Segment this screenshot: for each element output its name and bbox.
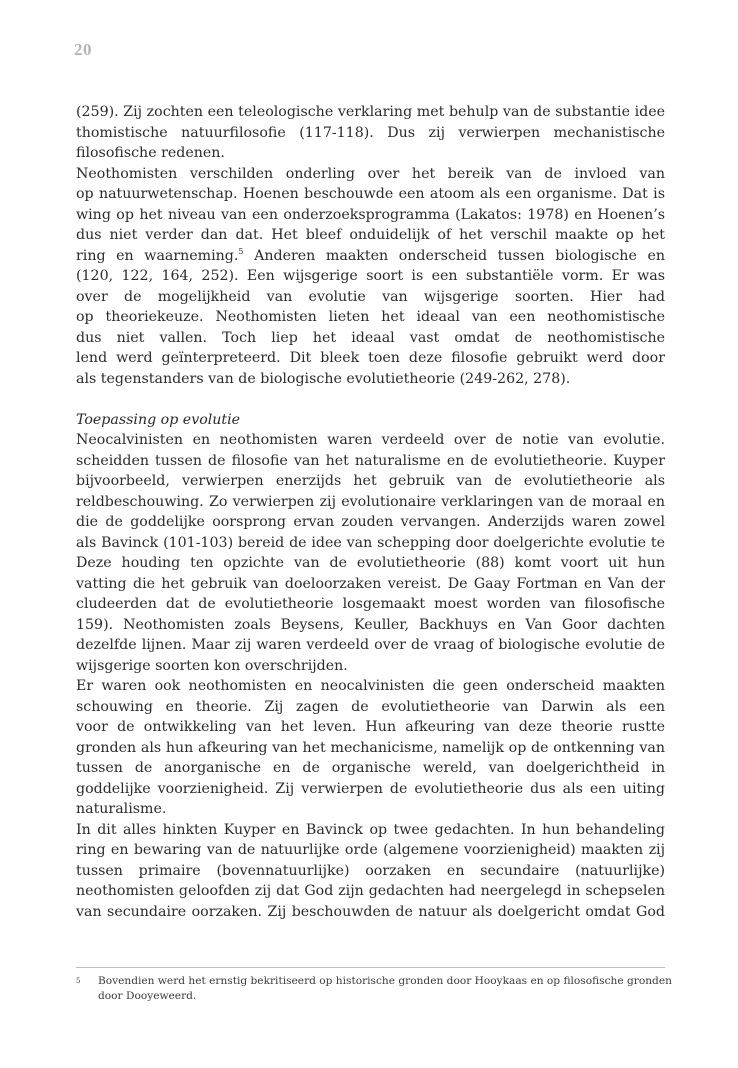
text-line: van secundaire oorzaken. Zij beschouwden de natuur als doelgericht omdat God bbox=[76, 903, 665, 920]
text-line: dus niet vallen. Toch liep het ideaal vast omdat de neothomistische bbox=[76, 329, 665, 346]
text-line: In dit alles hinkten Kuyper en Bavinck op twee gedachten. In hun behandeling bbox=[76, 821, 665, 838]
text-line: 159). Neothomisten zoals Beysens, Keuller, Backhuys en Van Goor dachten bbox=[76, 616, 665, 633]
text-line: scheidden tussen de filosofie van het naturalisme en de evolutietheorie. Kuyper bbox=[76, 452, 665, 469]
section-heading: Toepassing op evolutie bbox=[76, 411, 241, 428]
text-line: (120, 122, 164, 252). Een wijsgerige soort is een substantiële vorm. Er was bbox=[76, 268, 665, 284]
text-line: naturalisme. bbox=[76, 801, 167, 817]
footnote-reference[interactable]: 5 bbox=[238, 246, 244, 256]
text-line: Neothomisten verschilden onderling over het bereik van de invloed van bbox=[76, 165, 665, 182]
text-line: bijvoorbeeld, verwierpen enerzijds het gebruik van de evolutietheorie als bbox=[76, 473, 665, 489]
text-line: Neocalvinisten en neothomisten waren verdeeld over de notie van evolutie. bbox=[76, 432, 665, 448]
footnote-divider bbox=[76, 967, 665, 968]
text-line: op natuurwetenschap. Hoenen beschouwde een atoom als een organisme. Dat is bbox=[76, 186, 665, 202]
footnote-line: Bovendien werd het ernstig bekritiseerd op historische gronden door Hooykaas en op filosofische gronden bbox=[98, 975, 672, 987]
text-line: Deze houding ten opzichte van de evolutietheorie (88) komt voort uit hun bbox=[76, 555, 665, 571]
text-line: lend werd geïnterpreteerd. Dit bleek toen deze filosofie gebruikt werd door bbox=[76, 350, 665, 366]
text-line: goddelijke voorzienigheid. Zij verwierpen de evolutietheorie dus als een uiting bbox=[76, 780, 665, 797]
footnote-marker: 5 bbox=[76, 977, 81, 985]
footnote-line: door Dooyeweerd. bbox=[98, 990, 197, 1002]
text-line: als tegenstanders van de biologische evolutietheorie (249-262, 278). bbox=[76, 370, 571, 387]
text-line: neothomisten geloofden zij dat God zijn gedachten had neergelegd in schepselen bbox=[76, 883, 665, 899]
text-line: voor de ontwikkeling van het leven. Hun afkeuring van deze theorie rustte bbox=[76, 719, 665, 735]
text-line: op theoriekeuze. Neothomisten lieten het ideaal van een neothomistische bbox=[76, 309, 665, 325]
text-line: tussen de anorganische en de organische wereld, van doelgerichtheid in bbox=[76, 760, 665, 776]
text-line: thomistische natuurfilosofie (117-118). Dus zij verwierpen mechanistische bbox=[76, 124, 665, 141]
footnote bbox=[76, 974, 672, 1004]
text-line: vatting die het gebruik van doeloorzaken vereist. De Gaay Fortman en Van der bbox=[76, 575, 665, 592]
paragraph-spacer bbox=[76, 389, 665, 410]
text-line: gronden als hun afkeuring van het mechanicisme, namelijk op de ontkenning van bbox=[76, 739, 665, 756]
text-line: schouwing en theorie. Zij zagen de evolutietheorie van Darwin als een bbox=[76, 698, 665, 715]
body-text bbox=[76, 102, 665, 922]
text-line: als Bavinck (101-103) bereid de idee van schepping door doelgerichte evolutie te bbox=[76, 534, 665, 551]
text-line: tussen primaire (bovennatuurlijke) oorzaken en secundaire (natuurlijke) bbox=[76, 862, 665, 879]
text-line: die de goddelijke oorsprong ervan zouden vervangen. Anderzijds waren zowel bbox=[76, 514, 665, 530]
text-line: wijsgerige soorten kon overschrijden. bbox=[76, 657, 348, 674]
page-number: 20 bbox=[74, 40, 92, 59]
text-line: cludeerden dat de evolutietheorie losgemaakt moest worden van filosofische bbox=[76, 596, 665, 612]
text-line: dezelfde lijnen. Maar zij waren verdeeld over de vraag of biologische evolutie de bbox=[76, 637, 665, 653]
text-line: ring en bewaring van de natuurlijke orde (algemene voorzienigheid) maakten zij bbox=[76, 842, 665, 858]
footnote-text bbox=[98, 974, 672, 1004]
text-line: wing op het niveau van een onderzoeksprogramma (Lakatos: 1978) en Hoenen’s bbox=[76, 206, 665, 223]
text-segment: ring en waarneming. bbox=[76, 247, 239, 264]
text-line: filosofische redenen. bbox=[76, 145, 225, 161]
text-line: reldbeschouwing. Zo verwierpen zij evolutionaire verklaringen van de moraal en bbox=[76, 493, 665, 510]
text-line: (259). Zij zochten een teleologische verklaring met behulp van de substantie idee bbox=[76, 104, 665, 120]
text-line: dus niet verder dan dat. Het bleef onduidelijk of het verschil maakte op het bbox=[76, 227, 665, 243]
text-line bbox=[76, 246, 665, 267]
text-line: over de mogelijkheid van evolutie van wijsgerige soorten. Hier had bbox=[76, 288, 665, 305]
text-segment: Anderen maakten onderscheid tussen biologische en bbox=[254, 247, 665, 264]
text-line: Er waren ook neothomisten en neocalvinisten die geen onderscheid maakten bbox=[76, 678, 665, 694]
